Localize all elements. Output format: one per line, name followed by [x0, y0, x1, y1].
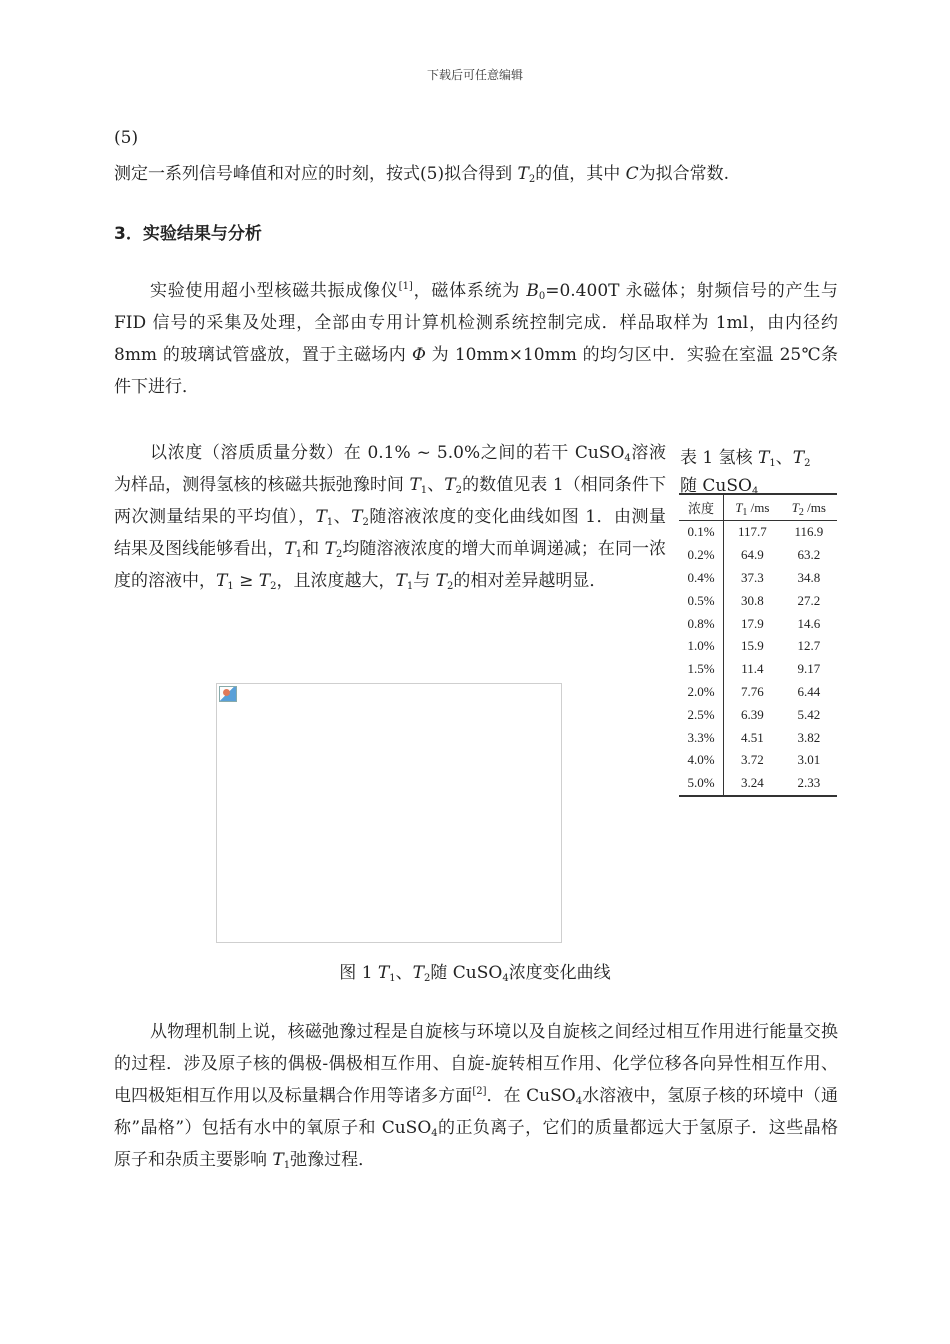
cell-t2: 34.8: [797, 569, 821, 585]
broken-image-icon: [219, 686, 237, 702]
paragraph-results: 以浓度（溶质质量分数）在 0.1% ~ 5.0%之间的若干 CuSO$_4$溶液为样品，测得氢核的核磁共振弛豫时间 $T_1$、$T_2$的数值见表 1（相同条件下两次测量结果的平均值），$T_1$、$T_2$随溶液浓度的变化曲线如图 1．由测量结果及图线能够看出，$T_1$和 $T_2$均随溶液浓度的增大而单调递减；在同一浓度的溶液中，$T_1 \ge T_2$，且浓度越大，$T_1$与 $T_2$的相对差异越明显．: [114, 443, 667, 592]
cell-t1: 11.4: [741, 661, 764, 677]
cell-concentration: 0.2%: [679, 544, 724, 567]
paragraph-apparatus: 实验使用超小型核磁共振成像仪[1]，磁体系统为 $B_0=0.400T$ 永磁体；射频信号的产生与 FID 信号的采集及处理，全部由专用计算机检测系统控制完成．样品取样为 1ml，由内径约 8mm 的玻璃试管盛放，置于主磁场内 Φ 为 10mm×10mm 的均匀区中．实验在室温 25℃条件下进行．: [114, 281, 839, 397]
cell-t1: 3.72: [740, 752, 764, 768]
table-row: [679, 544, 837, 567]
fit-sentence: 测定一系列信号峰值和对应的时刻，按式(5)拟合得到 $T_2$的值，其中 C为拟合常数.: [114, 164, 730, 185]
cell-t1: 6.39: [740, 706, 764, 722]
cell-concentration: 0.1%: [679, 521, 724, 544]
cell-t2: 3.01: [797, 752, 821, 768]
relaxation-table: [679, 493, 837, 797]
cell-concentration: 3.3%: [679, 726, 724, 749]
cell-t1: 17.9: [740, 615, 764, 631]
cell-t1: 117.7: [737, 524, 767, 540]
paragraph-mechanism: 从物理机制上说，核磁弛豫过程是自旋核与环境以及自旋核之间经过相互作用进行能量交换的过程．涉及原子核的偶极-偶极相互作用、自旋-旋转相互作用、化学位移各向异性相互作用、电四极矩相互作用以及标量耦合作用等诸多方面[2]．在 CuSO$_4$水溶液中，氢原子核的环境中（通称”晶格”）包括有水中的氧原子和 CuSO$_4$的正负离子，它们的质量都远大于氢原子．这些晶格原子和杂质主要影响 $T_1$弛豫过程．: [114, 1022, 839, 1171]
table-row: [679, 703, 837, 726]
cell-concentration: 1.5%: [679, 658, 724, 681]
table-title: 表 1 氢核 $T_1$、$T_2$ 随 CuSO$_4$: [680, 448, 811, 497]
cell-t2: 14.6: [797, 615, 821, 631]
equation-number: (5): [114, 128, 139, 148]
cell-t2: 5.42: [797, 706, 821, 722]
cell-concentration: 1.0%: [679, 635, 724, 658]
cell-concentration: 2.5%: [679, 703, 724, 726]
figure-caption: 图 1 $T_1$、$T_2$随 CuSO$_4$浓度变化曲线: [339, 963, 611, 984]
col-header-t1: $T_1$ /ms: [724, 494, 781, 521]
table-row: [679, 612, 837, 635]
table-row: [679, 589, 837, 612]
cell-t2: 3.82: [797, 729, 821, 745]
cell-t1: 30.8: [740, 592, 764, 608]
figure-image-placeholder: [216, 683, 562, 943]
cell-concentration: 0.4%: [679, 567, 724, 590]
table-row: [679, 567, 837, 590]
table-header-row: [679, 494, 837, 521]
cell-t2: 12.7: [797, 638, 821, 654]
cell-t1: 7.76: [740, 683, 764, 699]
col-header-t2: $T_2$ /ms: [781, 494, 837, 521]
col-header-concentration: 浓度: [679, 494, 724, 521]
cell-concentration: 0.8%: [679, 612, 724, 635]
cell-concentration: 2.0%: [679, 681, 724, 704]
cell-t2: 27.2: [797, 592, 821, 608]
cell-t2: 116.9: [794, 524, 824, 540]
cell-t1: 15.9: [740, 638, 764, 654]
cell-t2: 9.17: [797, 661, 821, 677]
cell-t1: 64.9: [740, 547, 764, 563]
table-row: [679, 521, 837, 544]
table-row: [679, 658, 837, 681]
table-row: [679, 635, 837, 658]
cell-t2: 2.33: [781, 772, 837, 796]
table-row: [679, 772, 837, 796]
section-heading: 3．实验结果与分析: [114, 224, 262, 244]
page-header: 下载后可任意编辑: [426, 68, 523, 82]
cell-t2: 6.44: [797, 683, 821, 699]
cell-t1: 37.3: [740, 569, 764, 585]
cell-t2: 63.2: [797, 547, 821, 563]
cell-concentration: 4.0%: [679, 749, 724, 772]
table-row: [679, 726, 837, 749]
table-body: [679, 521, 837, 796]
cell-t1: 4.51: [740, 729, 764, 745]
cell-t1: 3.24: [724, 772, 781, 796]
table-row: [679, 749, 837, 772]
cell-concentration: 5.0%: [679, 772, 724, 796]
table-row: [679, 681, 837, 704]
cell-concentration: 0.5%: [679, 589, 724, 612]
